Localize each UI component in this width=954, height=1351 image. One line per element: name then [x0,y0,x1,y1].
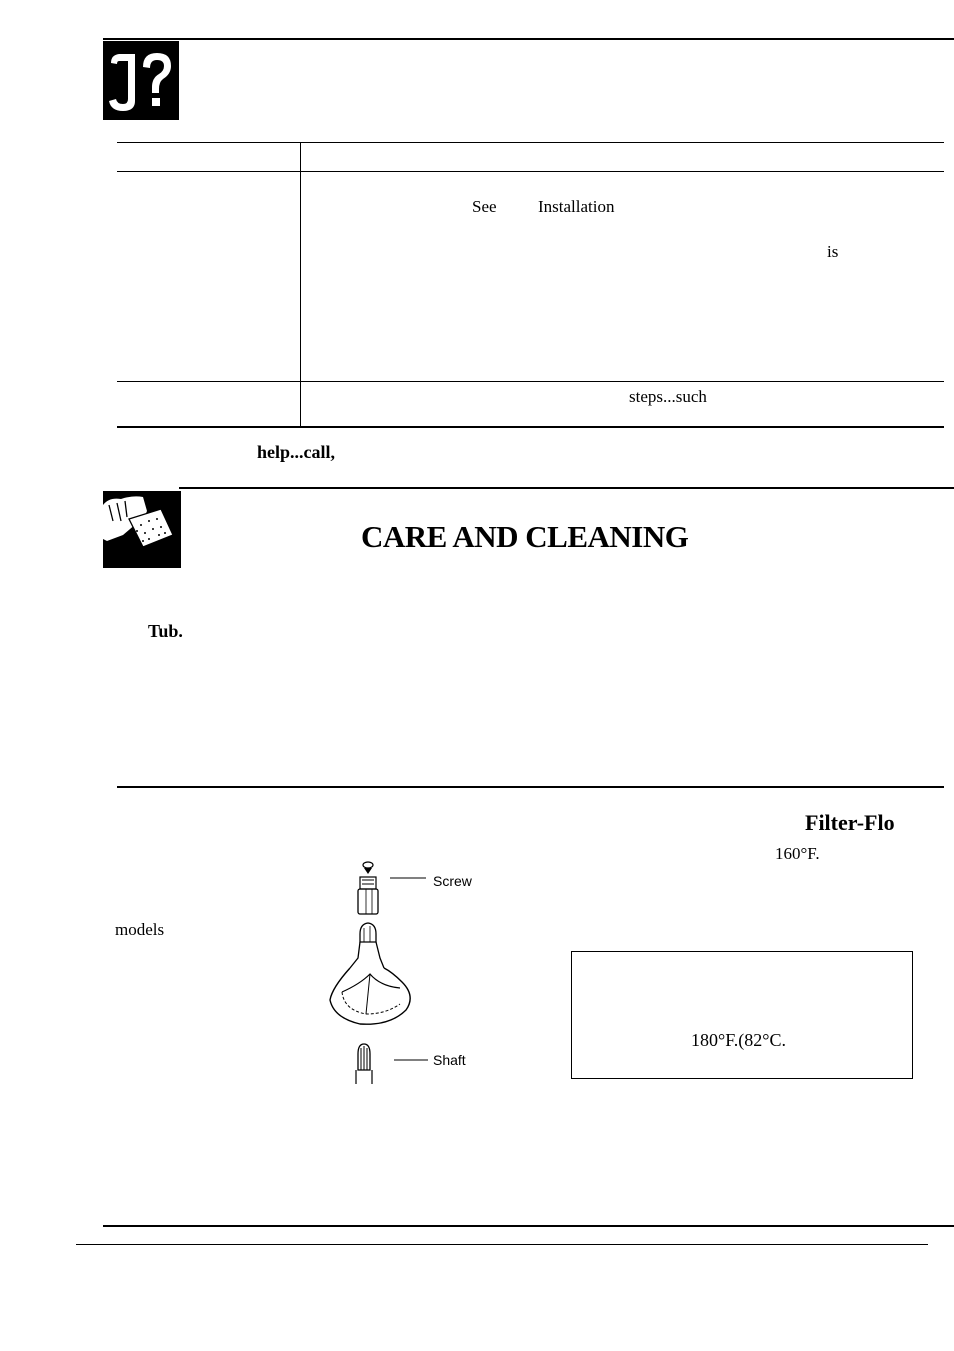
question-icon [103,41,179,120]
table-column-divider [300,142,301,426]
screw-label: Screw [433,873,472,889]
bottom-rule-2 [76,1244,928,1245]
tub-text: Tub. [148,621,183,641]
section-rule [117,786,944,788]
care-header-rule [179,487,954,489]
bottom-rule-1 [103,1225,954,1227]
models-text: models [115,920,165,939]
table-text-steps: steps...such [629,387,707,406]
table-rule-row [117,381,944,382]
help-call-text: help...call, [257,442,336,462]
table-rule-top [117,142,944,143]
care-and-cleaning-title: CARE AND CLEANING [361,519,689,554]
table-text-is: is [827,242,839,261]
table-rule-header [117,171,944,172]
shaft-label: Shaft [433,1052,466,1068]
table-text-installation: Installation [538,197,615,216]
notice-box [571,951,913,1079]
cleaning-sponge-icon [103,491,181,568]
filter-flo-text: Filter-Flo [805,810,895,835]
table-rule-bottom [117,426,944,428]
header-rule-top [103,38,954,40]
temp-160-text: 160°F. [775,844,820,863]
table-text-see: See [472,197,497,216]
temp-180-text: 180°F.(82°C. [691,1030,786,1050]
